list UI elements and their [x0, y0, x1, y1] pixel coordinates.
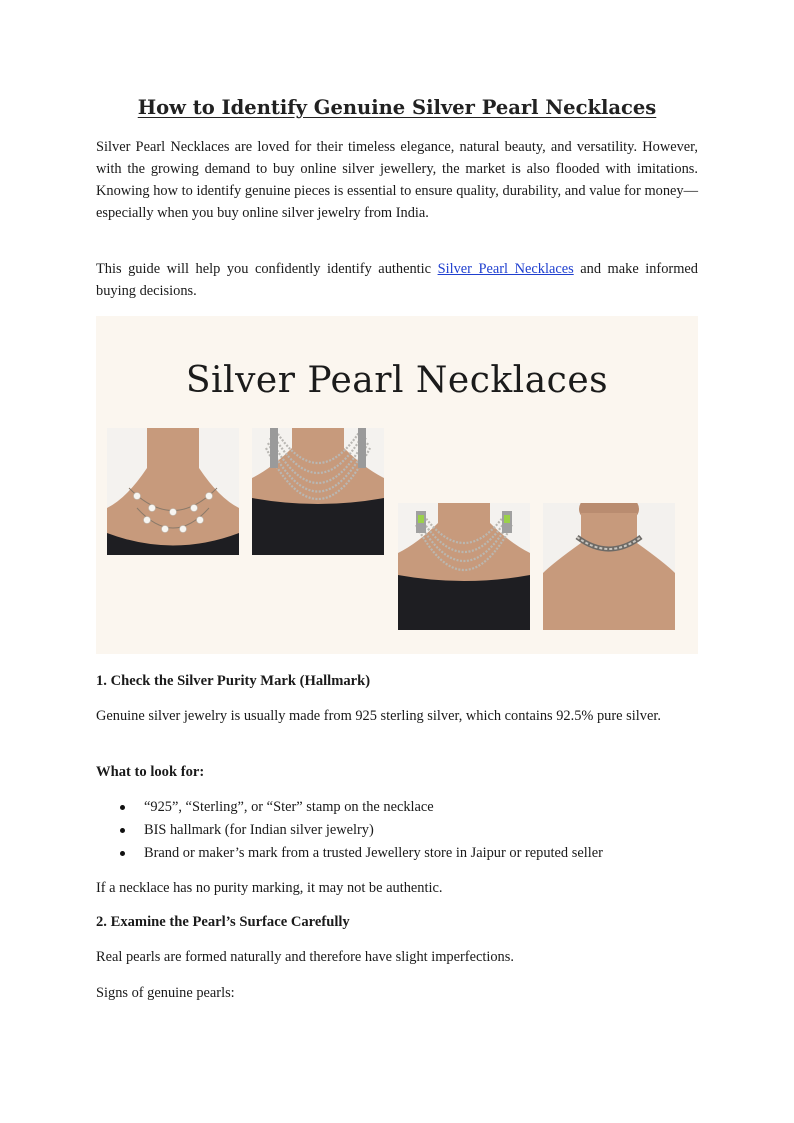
twisted-collar-necklace-photo	[543, 503, 675, 630]
bullet-icon	[120, 805, 125, 810]
list-item: BIS hallmark (for Indian silver jewelry)	[96, 819, 603, 842]
section1-subheading: What to look for:	[96, 764, 205, 780]
multi-strand-necklace-photo	[252, 428, 384, 555]
section1-heading: 1. Check the Silver Purity Mark (Hallmark)	[96, 673, 371, 689]
banner-title: Silver Pearl Necklaces	[185, 360, 609, 401]
bullet-icon	[120, 828, 125, 833]
guide-text-before: This guide will help you confidently identify authentic	[96, 261, 438, 277]
section2-heading: 2. Examine the Pearl’s Surface Carefully	[96, 914, 350, 930]
document-title: How to Identify Genuine Silver Pearl Necklaces	[137, 96, 657, 119]
list-item: Brand or maker’s mark from a trusted Jewellery store in Jaipur or reputed seller	[96, 842, 603, 865]
guide-paragraph	[96, 258, 698, 302]
green-stone-necklace-photo	[398, 503, 530, 630]
purity-checklist	[96, 796, 603, 865]
section1-body: Genuine silver jewelry is usually made from 925 sterling silver, which contains 92.5% pure silver.	[96, 708, 661, 724]
intro-paragraph: Silver Pearl Necklaces are loved for their timeless elegance, natural beauty, and versatility. However, with the growing demand to buy online silver jewellery, the market is also flooded with imitations. Knowing how to identify genuine pieces is essential to ensure quality, durability, and value for money—especially when you buy online silver jewelry from India.	[96, 139, 698, 221]
guide-text-after: and make informed buying decisions.	[96, 261, 698, 299]
pearl-choker-photo	[107, 428, 239, 555]
section1-note: If a necklace has no purity marking, it may not be authentic.	[96, 880, 443, 896]
product-banner	[96, 316, 698, 654]
list-item: “925”, “Sterling”, or “Ster” stamp on the necklace	[96, 796, 603, 819]
silver-pearl-necklaces-link[interactable]: Silver Pearl Necklaces	[437, 261, 574, 277]
bullet-icon	[120, 851, 125, 856]
section2-subheading: Signs of genuine pearls:	[96, 985, 235, 1001]
section2-body: Real pearls are formed naturally and therefore have slight imperfections.	[96, 949, 514, 965]
